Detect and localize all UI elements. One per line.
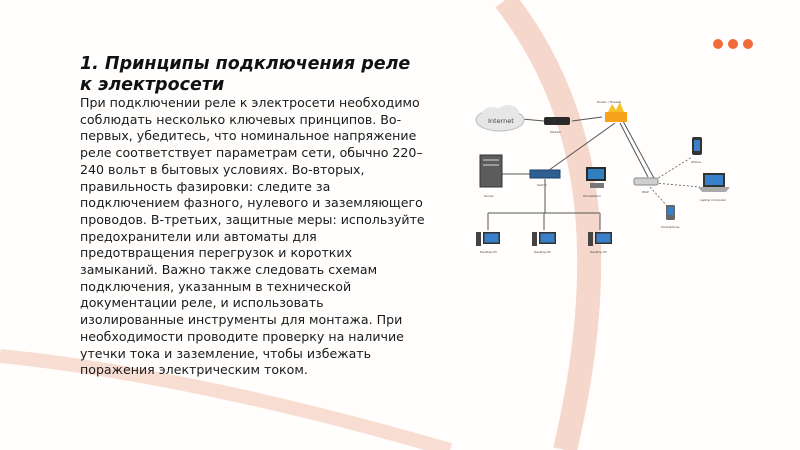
desktop-pc-icon [476, 232, 500, 246]
phone-icon [692, 137, 702, 155]
label-desktop-pc-2: Desktop PC [534, 250, 552, 254]
dot-icon [713, 39, 723, 49]
label-workstation: Workstation [583, 194, 601, 198]
label-switch: Switch [537, 183, 547, 187]
smartphone-icon [666, 205, 675, 220]
label-smartphone: Smartphone [661, 225, 680, 229]
workstation-icon [586, 167, 606, 188]
desktop-pc-icon [588, 232, 612, 246]
label-modem: Modem [550, 130, 562, 134]
dot-icon [743, 39, 753, 49]
diagram-links [488, 117, 655, 230]
label-internet: Internet [488, 117, 514, 125]
label-desktop-pc-3: Desktop PC [590, 250, 608, 254]
slide-body-text: При подключении реле к электросети необходимо соблюдать несколько ключевых принципов. Во-первых, убедитесь, что номинальное напряжение реле соответствует параметрам сети, обычно 220–240 вольт в бытовых условиях. Во-вторых, правильность фазировки: следите за подключением фазного, нулевого и заземляющего проводов. В-третьих, защитные меры: используйте предохранители или автоматы для предотвращения перегрузок и коротких замыканий. Важно также следовать схемам подключения, указанным в технической документации реле, и использовать изолированные инструменты для монтажа. При необходимости проводите проверку на наличие утечки тока и заземление, чтобы избежать поражения электрическим током. [80, 95, 425, 378]
wifi-access-point-icon [634, 178, 658, 185]
label-desktop-pc-1: Desktop PC [480, 250, 498, 254]
label-laptop: Laptop Computer [700, 198, 727, 202]
server-icon [480, 155, 502, 187]
slide-title: 1. Принципы подключения реле к электросети [80, 54, 411, 95]
laptop-icon [698, 173, 730, 192]
decor-dots [713, 39, 753, 49]
label-phone: iPhone [691, 160, 702, 164]
modem-icon [544, 117, 570, 125]
label-firewall: Router / Firewall [597, 100, 622, 104]
network-diagram [470, 95, 770, 270]
desktop-pc-icon [532, 232, 556, 246]
label-wifi: WAP [642, 190, 649, 194]
dot-icon [728, 39, 738, 49]
firewall-icon [605, 102, 627, 122]
label-server: Server [484, 194, 494, 198]
switch-icon [530, 170, 560, 178]
